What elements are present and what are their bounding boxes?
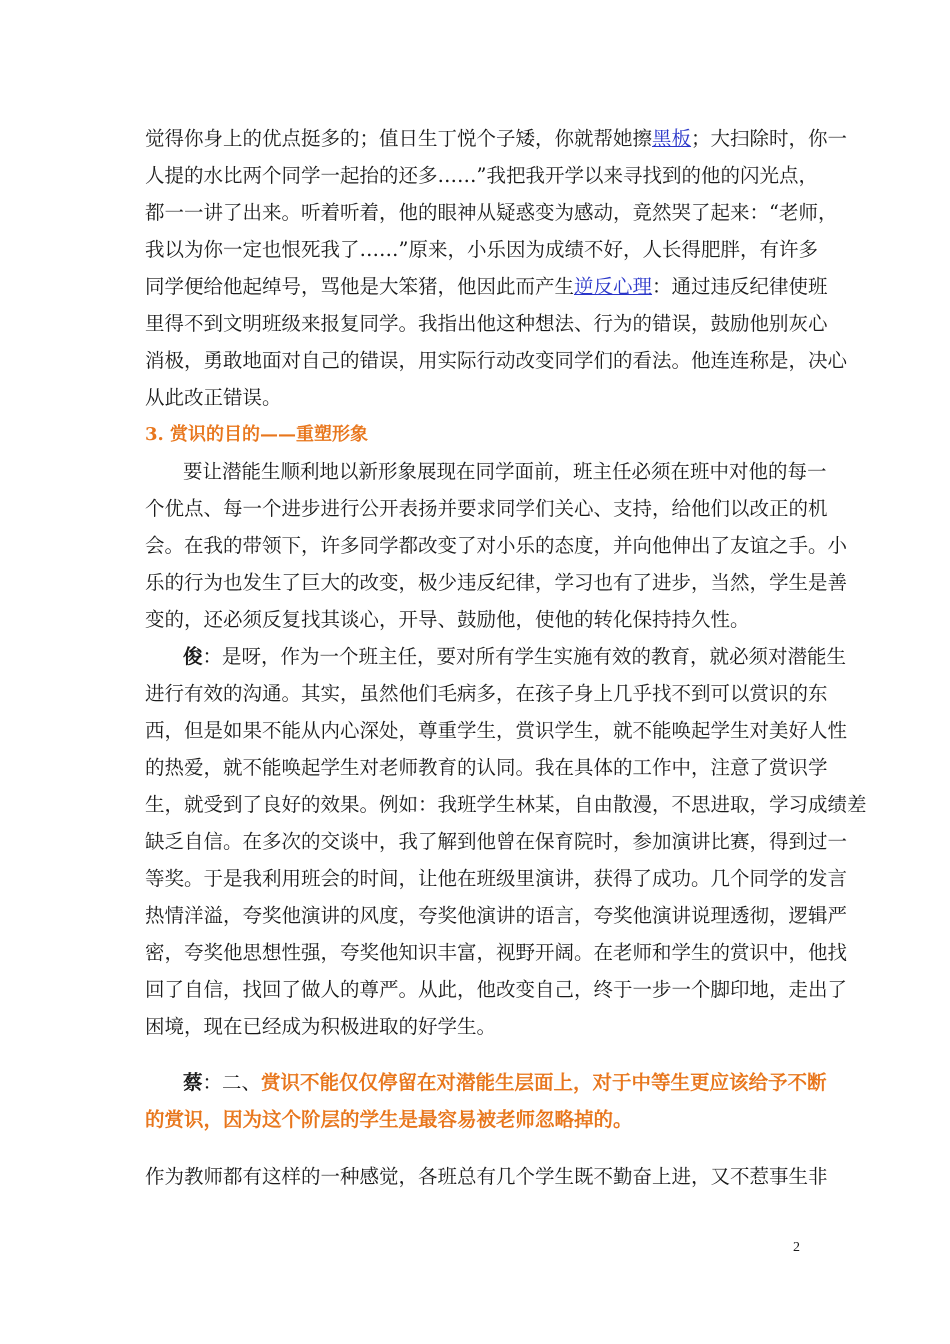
- text-run: ；大扫除时，你一: [691, 127, 848, 150]
- paragraph-line: 进行有效的沟通。其实，虽然他们毛病多，在孩子身上几乎找不到可以赏识的东: [145, 682, 828, 705]
- paragraph-line: 消极，勇敢地面对自己的错误，用实际行动改变同学们的看法。他连连称是，决心: [145, 349, 848, 372]
- paragraph-line: 从此改正错误。: [145, 386, 282, 409]
- paragraph-line: 都一一讲了出来。听着听着，他的眼神从疑惑变为感动，竟然哭了起来：“老师，: [145, 201, 838, 224]
- paragraph-line: [183, 1064, 827, 1102]
- paragraph-line: [145, 268, 828, 306]
- paragraph-line: 困境，现在已经成为积极进取的好学生。: [145, 1015, 497, 1038]
- paragraph-line: 西，但是如果不能从内心深处，尊重学生，赏识学生，就不能唤起学生对美好人性: [145, 719, 848, 742]
- paragraph-line: 作为教师都有这样的一种感觉，各班总有几个学生既不勤奋上进，又不惹事生非: [145, 1165, 828, 1188]
- paragraph-line: 个优点、每一个进步进行公开表扬并要求同学们关心、支持，给他们以改正的机: [145, 497, 828, 520]
- paragraph-line: 要让潜能生顺利地以新形象展现在同学面前，班主任必须在班中对他的每一: [183, 460, 827, 483]
- paragraph-line: 变的，还必须反复找其谈心，开导、鼓励他，使他的转化保持持久性。: [145, 608, 750, 631]
- paragraph-line: 人提的水比两个同学一起抬的还多……”我把我开学以来寻找到的他的闪光点，: [145, 164, 818, 187]
- text-run: ：通过违反纪律使班: [652, 275, 828, 298]
- paragraph-line: 我以为你一定也恨死我了……”原来，小乐因为成绩不好，人长得肥胖，有许多: [145, 238, 818, 261]
- speaker-name: 俊: [183, 645, 203, 668]
- paragraph-line: 会。在我的带领下，许多同学都改变了对小乐的态度，并向他伸出了友谊之手。小: [145, 534, 848, 557]
- section-heading: 3. 赏识的目的——重塑形象: [145, 424, 369, 445]
- text-run: ：是呀，作为一个班主任，要对所有学生实施有效的教育，就必须对潜能生: [202, 645, 847, 668]
- text-run: ：二、: [202, 1071, 262, 1094]
- page-number: 2: [793, 1240, 800, 1255]
- paragraph-line: 密，夸奖他思想性强，夸奖他知识丰富，视野开阔。在老师和学生的赏识中，他找: [145, 941, 848, 964]
- rebellious-psychology-link[interactable]: 逆反心理: [574, 275, 653, 298]
- paragraph-line: 缺乏自信。在多次的交谈中，我了解到他曾在保育院时，参加演讲比赛，得到过一: [145, 830, 848, 853]
- highlighted-text: 的赏识，因为这个阶层的学生是最容易被老师忽略掉的。: [145, 1108, 633, 1131]
- paragraph-line: 等奖。于是我利用班会的时间，让他在班级里演讲，获得了成功。几个同学的发言: [145, 867, 848, 890]
- blackboard-link[interactable]: 黑板: [652, 127, 692, 150]
- paragraph-line: 里得不到文明班级来报复同学。我指出他这种想法、行为的错误，鼓励他别灰心: [145, 312, 828, 335]
- paragraph-line: 生，就受到了良好的效果。例如：我班学生林某，自由散漫，不思进取，学习成绩差: [145, 793, 867, 816]
- paragraph-line: [183, 638, 847, 676]
- paragraph-line: 热情洋溢，夸奖他演讲的风度，夸奖他演讲的语言，夸奖他演讲说理透彻，逻辑严: [145, 904, 848, 927]
- paragraph-line: 乐的行为也发生了巨大的改变，极少违反纪律，学习也有了进步，当然，学生是善: [145, 571, 848, 594]
- paragraph-line: 回了自信，找回了做人的尊严。从此，他改变自己，终于一步一个脚印地，走出了: [145, 978, 848, 1001]
- speaker-name: 蔡: [183, 1071, 203, 1094]
- highlighted-text: 赏识不能仅仅停留在对潜能生层面上，对于中等生更应该给予不断: [261, 1071, 827, 1094]
- paragraph-line: 的热爱，就不能唤起学生对老师教育的认同。我在具体的工作中，注意了赏识学: [145, 756, 828, 779]
- text-run: 觉得你身上的优点挺多的；值日生丁悦个子矮，你就帮她擦: [145, 127, 653, 150]
- paragraph-line: [145, 120, 848, 158]
- text-run: 同学便给他起绰号，骂他是大笨猪，他因此而产生: [145, 275, 575, 298]
